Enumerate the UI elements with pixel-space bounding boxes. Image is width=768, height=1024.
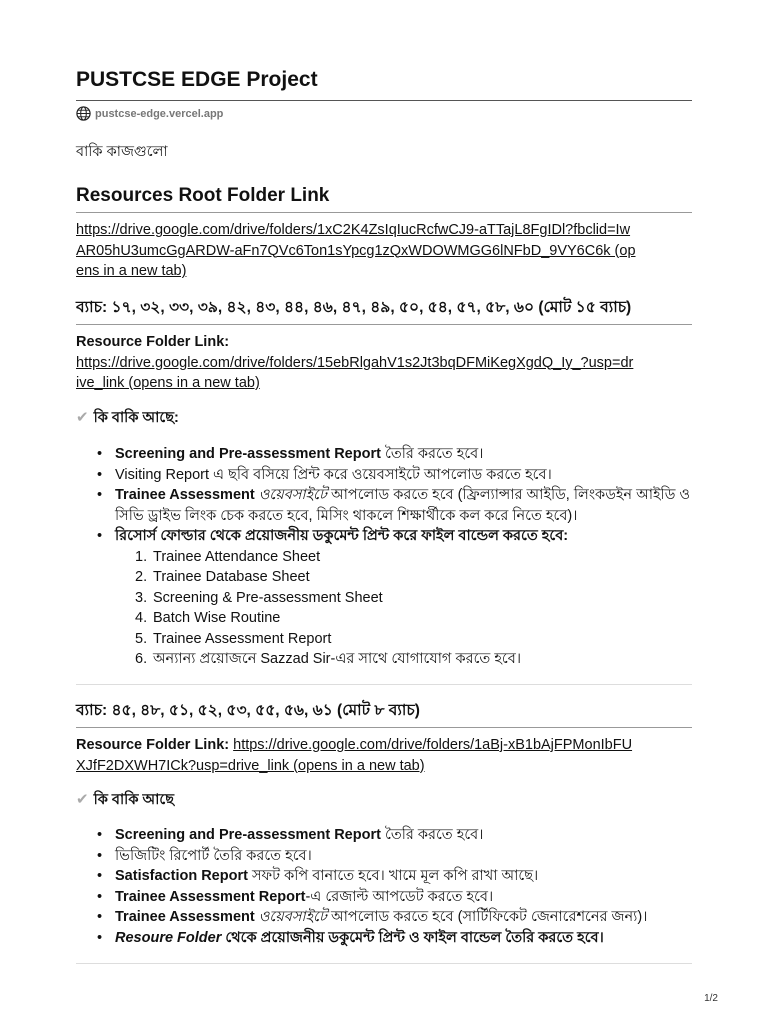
section-divider [76,963,692,964]
check-heading-text: কি বাকি আছে [93,792,175,808]
list-item: • ভিজিটিং রিপোর্ট তৈরি করতে হবে। [76,846,692,867]
page-number: 1/2 [704,993,718,1004]
batch2-heading: ব্যাচ: ৪৫, ৪৮, ৫১, ৫২, ৫৩, ৫৫, ৫৬, ৬১ (মোট ৮ ব্যাচ) [76,702,420,719]
list-item: • Trainee Assessment ওয়েবসাইটে আপলোড করতে হবে (সার্টিফিকেট জেনারেশনের জন্য)। [76,907,692,928]
intro-text: বাকি কাজগুলো [76,144,168,160]
batch2-folder-label: Resource Folder Link: [76,737,230,753]
batch2-check-heading [76,790,692,811]
check-mark-icon: ✔ [76,409,89,426]
batch1-heading: ব্যাচ: ১৭, ৩২, ৩৩, ৩৯, ৪২, ৪৩, ৪৪, ৪৬, ৪৭, ৪৯, ৫০, ৫৪, ৫৭, ৫৮, ৬০ (মোট ১৫ ব্যাচ) [76,299,632,316]
sublist-item: 5. Trainee Assessment Report [135,630,332,647]
list-item: • Trainee Assessment ওয়েবসাইটে আপলোড করতে হবে (ফ্রিল্যান্সার আইডি, লিংকডইন আইডি ও সিভি ড্রাইভ লিংক চেক করতে হবে, মিসিং থাকলে শিক্ষার্থীকে কল করে নিতে হবে)। [76,485,692,526]
site-source[interactable] [76,106,223,121]
section-divider [76,727,692,728]
batch2-task-list [76,825,692,948]
list-item: • রিসোর্স ফোল্ডার থেকে প্রয়োজনীয় ডকুমেন্ট প্রিন্ট করে ফাইল বান্ডেল করতে হবে: [76,526,692,547]
site-url: pustcse-edge.vercel.app [95,107,224,120]
list-item: • Screening and Pre-assessment Report তৈরি করতে হবে। [76,825,692,846]
list-item: • Visiting Report এ ছবি বসিয়ে প্রিন্ট করে ওয়েবসাইটে আপলোড করতে হবে। [76,465,692,486]
batch1-folder-link[interactable]: https://drive.google.com/drive/folders/15ebRlgahV1s2Jt3bqDFMiKegXgdQ_Iy_?usp=drive_link (opens in a new tab) [76,354,634,391]
list-item: • Resoure Folder থেকে প্রয়োজনীয় ডকুমেন্ট প্রিন্ট ও ফাইল বান্ডেল তৈরি করতে হবে। [76,928,692,949]
root-folder-link[interactable]: https://drive.google.com/drive/folders/1xC2K4ZsIqIucRcfwCJ9-aTTajL8FgIDl?fbclid=IwAR05hU3umcGgARDW-aFn7QVc6Ton1sYpcg1zQxWDOWMGG6lNFbD_9VY6C6k (opens in a new tab) [76,222,636,279]
page-title: PUSTCSE EDGE Project [76,68,318,91]
batch1-check-heading [76,408,692,429]
sublist-item: 3. Screening & Pre-assessment Sheet [135,589,383,606]
section-divider [76,212,692,213]
section-divider [76,324,692,325]
list-item: • Screening and Pre-assessment Report তৈরি করতে হবে। [76,444,692,465]
check-heading-text: কি বাকি আছে: [93,410,179,426]
section-divider [76,684,692,685]
batch1-task-list [76,444,692,547]
batch1-folder-label: Resource Folder Link: [76,334,230,350]
batch1-document-sublist [76,547,692,670]
list-item: • Satisfaction Report সফট কপি বানাতে হবে। খামে মূল কপি রাখা আছে। [76,866,692,887]
sublist-item: 1. Trainee Attendance Sheet [135,548,321,565]
check-mark-icon: ✔ [76,791,89,808]
title-divider [76,100,692,101]
sublist-item: 4. Batch Wise Routine [135,610,281,626]
root-section-heading: Resources Root Folder Link [76,185,330,206]
list-item: • Trainee Assessment Report-এ রেজাল্ট আপডেট করতে হবে। [76,887,692,908]
sublist-item: 6. অন্যান্য প্রয়োজনে Sazzad Sir-এর সাথে যোগাযোগ করতে হবে। [135,651,522,667]
batch2-folder-link[interactable]: https://drive.google.com/drive/folders/1aBj-xB1bAjFPMonIbFUXJfF2DXWH7ICk?usp=drive_link (opens in a new tab) [76,737,633,774]
globe-icon [76,106,91,121]
sublist-item: 2. Trainee Database Sheet [135,569,310,585]
